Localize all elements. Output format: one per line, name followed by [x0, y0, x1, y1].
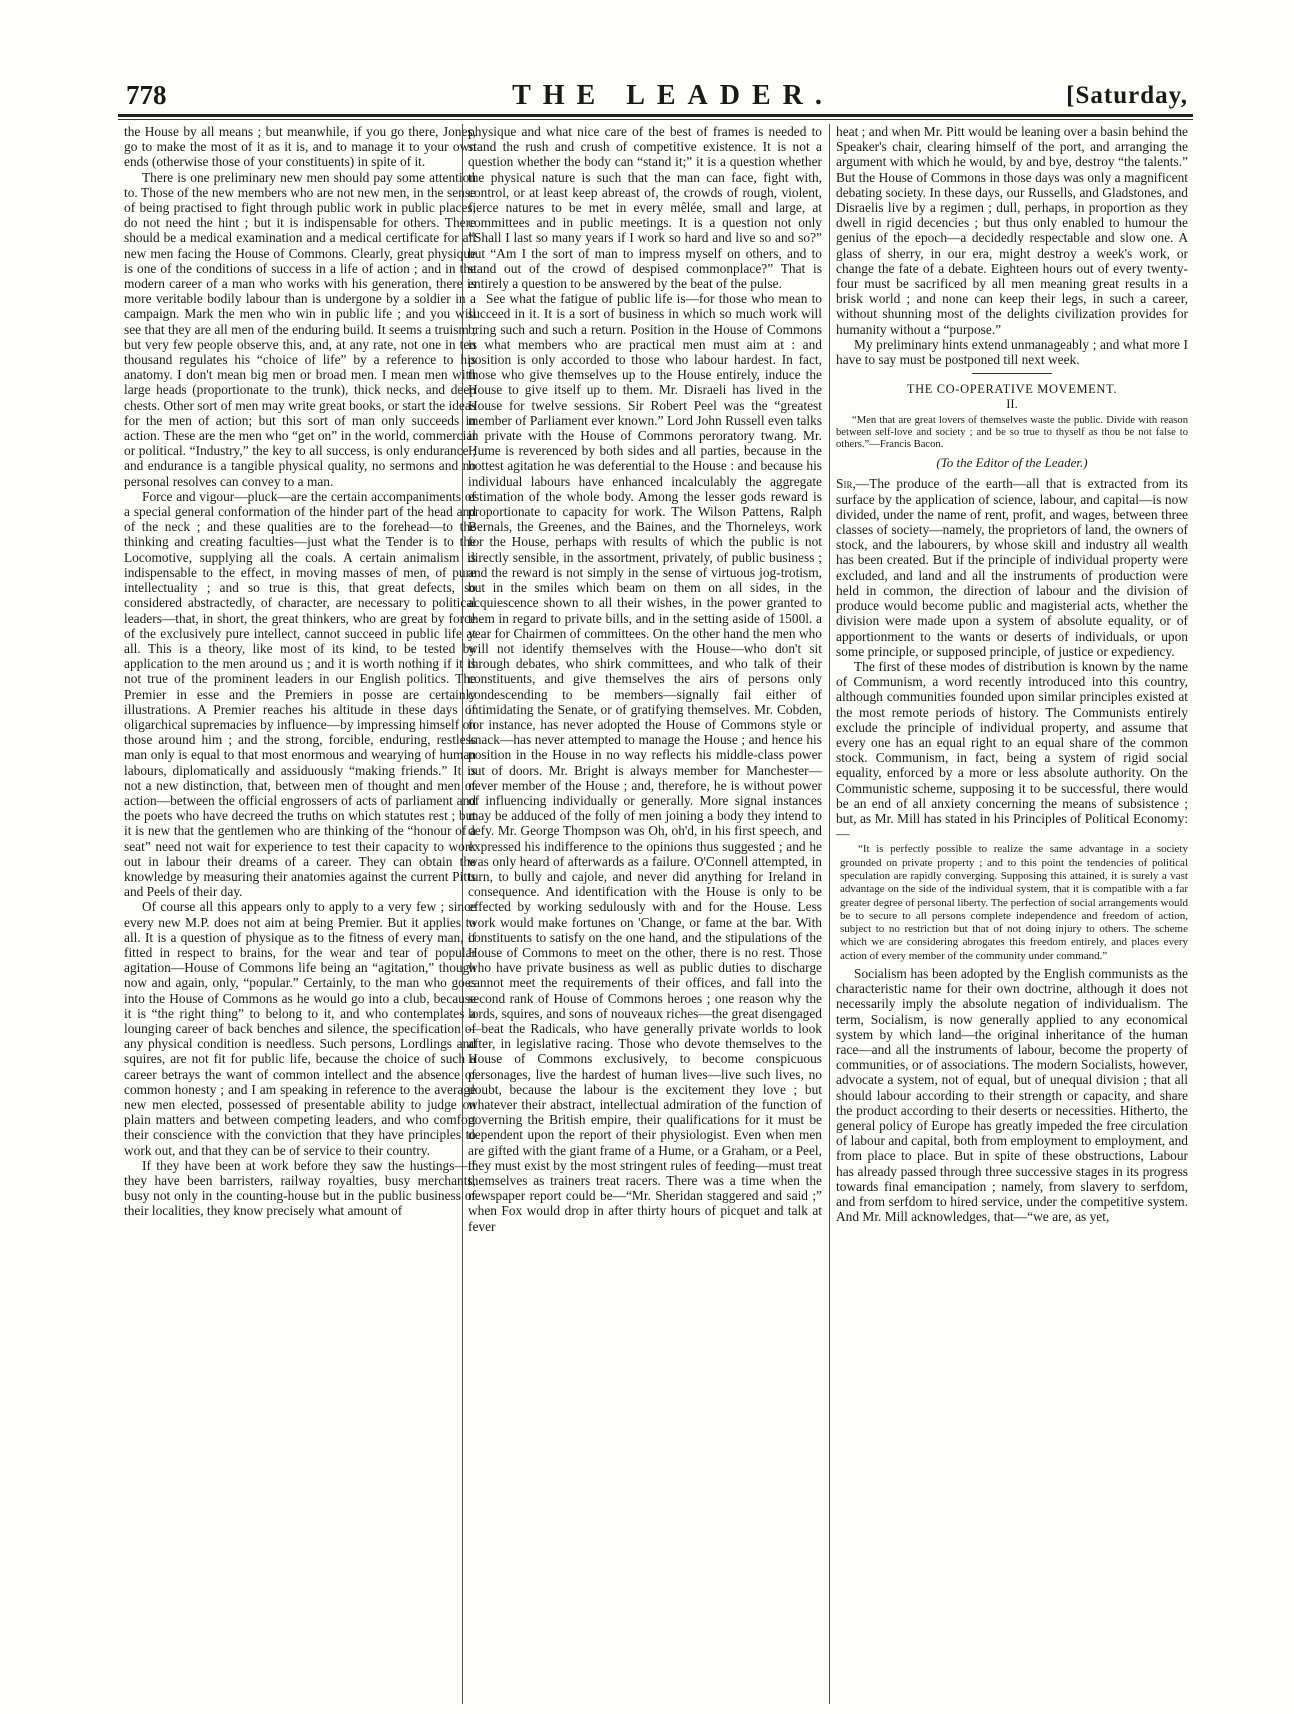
- paragraph: Of course all this appears only to apply to a very few ; since every new M.P. does not aim at being Premier. But it applies to all. It is a question of physique as to the fitness of every man, if fitted in respect to brains, for the wear and tear of popular agitation—House of Commons life being an “agitation,” though now and again, only, “popular.” Certainly, to the man who goes into the House of Commons as he would go into a club, because it is “the right thing” to belong to it, and who contemplates a lounging career of back benches and silence, the specification of any physical condition is needless. Such persons, Lordlings and squires, are not fit for public life, because the choice of such a career betrays the want of common intellect and the absence of common honesty ; and I am speaking in reference to the average new men elected, possessed of presentable ability to judge on plain matters and between competing leaders, and who comfort their conscience with the conviction that they have principles to work out, and that they can be of service to their country.: [124, 899, 476, 1158]
- issue-day: [Saturday,: [1066, 82, 1188, 109]
- letter-paragraph: [836, 476, 1188, 658]
- header-rule-thin: [118, 119, 1193, 120]
- paragraph: If they have been at work before they saw the hustings—if they have been barristers, railway royalties, busy merchants, busy not only in the counting-house but in the public business of their localities, they know precisely what amount of: [124, 1157, 476, 1219]
- section-divider: [972, 373, 1052, 374]
- salutation: Sir,: [836, 476, 856, 492]
- letter-text: —The produce of the earth—all that is extracted from its surface by the application of science, labour, and capital—is now divided, under the name of rent, profit, and wages, between three classes of society—namely, the proprietors of land, the owners of stock, and the labourers, by whose skill and industry all wealth has been created. But if the principle of individual property were excluded, and land and all the instruments of production were held in common, the direction of labour and the division of produce would become public and magisterial acts, whether the division were made upon a system of absolute equality, or of apportionment to the wants or deserts of individuals, or upon some principle, or supposed principle, of justice or expediency.: [836, 476, 1188, 659]
- epigraph: “Men that are great lovers of themselves waste the public. Divide with reason between self-love and society ; and be so true to thyself as thou be not false to others.”—Francis Bacon.: [836, 414, 1188, 451]
- column-middle: [468, 124, 822, 1704]
- column-divider: [829, 124, 830, 1704]
- page-number: 778: [126, 80, 167, 110]
- article-title: THE CO-OPERATIVE MOVEMENT.: [906, 382, 1118, 397]
- paragraph: the House by all means ; but meanwhile, if you go there, Jones, go to make the most of it as it is, and to manage it to your own ends (otherwise those of your constituents) in spite of it.: [124, 124, 476, 170]
- header-rule-thick: [118, 114, 1193, 117]
- paragraph: My preliminary hints extend unmanageably ; and what more I have to say must be postponed till next week.: [836, 336, 1188, 368]
- letter-heading: (To the Editor of the Leader.): [936, 455, 1088, 471]
- paragraph: See what the fatigue of public life is—for those who mean to succeed in it. It is a sort of business in which so much work will bring such and such a return. Position in the House of Commons is what members who are practical men must aim at : and position is only accorded to those who labour hardest. In fact, those who give themselves up to the House entirely, induce the House to give itself up to them. Mr. Disraeli has lived in the House for twelve sessions. Sir Robert Peel was the “greatest member of Parliament ever known.” Lord John Russell even talks in private with the House of Commons peroratory twang. Mr. Hume is reverenced by both sides and all parties, because in the hottest agitation he was deferential to the House : and because his individual labours have enhanced incalculably the aggregate estimation of the whole body. Among the lesser gods reward is proportionate to capacity for work. The Wilson Pattens, Ralph Bernals, the Greenes, and the Baines, and the Thorneleys, work for the House, perhaps with results of which the public is not directly sensible, in the assortment, privately, of public business ; and the reward is not simply in the sense of virtuous jog-trotism, but in the smiles which beam on them on all sides, in the acquiescence shown to all their wishes, in the power granted to them in regard to private bills, and in the setting aside of 1500l. a year for Chairmen of committees. On the other hand the men who will not identify themselves with the House—who don't sit through debates, who shirk committees, and who talk of their constituents, and give themselves the airs of persons only condescending to be members—signally fail either of intimidating the Senate, or of gratifying themselves. Mr. Cobden, for instance, has never adopted the House of Commons style or knack—has never attempted to manage the House ; and hence his position in the House in no way reflects his middle-class power out of doors. Mr. Bright is always member for Manchester—never member of the House ; and, therefore, he is without power of influencing individually or generally. More signal instances may be adduced of the folly of men joining a body they intend to defy. Mr. George Thompson was Oh, oh'd, in his first speech, and expressed his indifference to the opinions thus suggested ; and he was only heard of afterwards as a failure. O'Connell attempted, in turn, to bully and cajole, and never did anything for Ireland in consequence. And identification with the House is only to be effected by working sedulously with and for the House. Less work would make fortunes on 'Change, or fame at the bar. With constituents to satisfy on the one hand, and the stipulations of the House of Commons to meet on the other, there is no rest. Those who have private business as well as public duties to discharge cannot meet the requirements of their offices, and fall into the second rank of House of Commons heroes ; one reason why the lords, squires, and sons of nouveaux riches—the great disengaged—beat the Radicals, who have generally private worlds to look after, in legislative racing. Those who devote themselves to the House of Commons exclusively, to become conspicuous personages, live the hardest of human lives—live such lives, no doubt, because the labour is the excitement they love ; but whatever their abstract, intellectual admiration of the function of governing the British empire, their qualifications for it must be dependent upon the report of their physiologist. Even when men are gifted with the giant frame of a Hume, or a Graham, or a Peel, they must exist by the most stringent rules of feeding—must treat themselves as trainers treat racers. There was a time when the newspaper report could be—“Mr. Sheridan staggered and said ;” when Fox would drop in after thirty hours of picquet and talk at fever: [468, 291, 822, 1234]
- paragraph: heat ; and when Mr. Pitt would be leaning over a basin behind the Speaker's chair, clearing himself of the port, and arranging the argument with which he would, by and bye, destroy “the talents.” But the House of Commons in those days was only a magnificent debating society. In these days, our Russells, and Gladstones, and Disraelis live by a regimen ; dull, perhaps, in proportion as they dwell in rigid decencies ; but thus only enabled to humour the genius of the epoch—a decidedly respectable and slow one. A glass of sherry, in our era, might destroy a week's work, or change the fate of a debate. Eighteen hours out of every twenty-four must be sacrificed by all men meaning great results in a brisk world ; and none can keep their legs, in such a career, without shunning most of the delights civilization provides for humanity without a “purpose.”: [836, 124, 1188, 337]
- column-left: [124, 124, 476, 1704]
- paragraph: Socialism has been adopted by the English communists as the characteristic name for their own doctrine, although it does not necessarily imply the absolute negation of individualism. The term, Socialism, is now generally applied to any economical system by which land—the original inheritance of the human race—and all the instruments of labour, become the property of communities, or of associations. The modern Socialists, however, advocate a system, not of equal, but of unequal division ; that all should labour according to their strength or capacity, and share the product according to their deserts or necessities. Hitherto, the general policy of Europe has greatly impeded the free circulation of labour and capital, both from employment to employment, and from place to place. But in spite of these obstructions, Labour has already passed through three successive stages in its progress towards final emancipation ; namely, from slavery to serfdom, and from serfdom to hired service, under the competitive system. And Mr. Mill acknowledges, that—“we are, as yet,: [836, 966, 1188, 1225]
- paragraph: physique and what nice care of the best of frames is needed to stand the rush and crush of competitive existence. It is not a question whether the body can “stand it;” it is a question whether the physical nature is such that the man can face, fight with, control, or at least keep abreast of, the crowds of rough, violent, fierce natures to be met in every mêlée, small and large, at committees and in public meetings. It is a question not only “Shall I last so many years if I work so hard and live so and so?” but “Am I the sort of man to impress myself on others, and to stand out of the crowd of despised commonplace?” That is entirely a question to be answered by the beat of the pulse.: [468, 124, 822, 292]
- article-number: II.: [1006, 397, 1018, 412]
- column-right: [836, 124, 1188, 1704]
- masthead: [118, 80, 1188, 110]
- paragraph: The first of these modes of distribution is known by the name of Communism, a word recently introduced into this country, although communities founded upon similar principles existed at the most remote periods of history. The Communists entirely exclude the principle of individual property, and assume that every one has an equal right to an equal share of the common stock. Communism, in fact, being a system of rigid social equality, enforced by a more or less absolute authority. On the Communistic scheme, supposing it to be successful, there would be an end of all anxiety concerning the means of subsistence ; but, as Mr. Mill has stated in his Principles of Political Economy:—: [836, 658, 1188, 842]
- newspaper-title: THE LEADER.: [512, 80, 834, 111]
- paragraph: Force and vigour—pluck—are the certain accompaniments of a special general conformation of the hinder part of the head and of the neck ; and these qualities are to the forehead—to the thinking and creating faculties—just what the Tender is to the Locomotive, supplying all the coals. A certain animalism is indispensable to the effect, in moving masses of men, of pure intellectuality ; and so true is this, that great defects, so considered abstractedly, of character, are necessary to political leaders—that, in short, the great thinkers, who are great by force of the exclusively pure intellect, cannot succeed in public life at all. This is a theory, like most of its kind, to be tested by application to the men around us ; and it is worth nothing if it is not true of the prominent leaders in our English politics. The Premier in esse and the Premiers in posse are certainly illustrations. A Premier reaches his altitude in these days of oligarchical supremacies by influence—by impressing himself on those around him ; and the strong, forcible, enduring, restless man only is equal to that most enormous and wearying of human labours, diplomatically and assiduously “making friends.” It is not a new distinction, that, between men of thought and men of action—between the official engrossers of acts of parliament and the poets who have decreed the truths on which statutes rest ; but it is new that the gentlemen who are thinking of the “honour of a seat” need not wait for experience to test their capacity to work out in labour their dreams of a career. They can obtain the knowledge by measuring their anatomies against the current Pitts and Peels of their day.: [124, 488, 476, 900]
- paragraph: There is one preliminary new men should pay some attention to. Those of the new members who are not new men, in the sense of being practised to fight through public work in public places, do not need the hint ; but it is indispensable for others. There should be a medical examination and a medical certificate for all new men facing the House of Commons. Clearly, great physique is one of the conditions of success in a life of action ; and in the modern career of a man who works with his generation, there is more veritable bodily labour than is undergone by a soldier in a campaign. Mark the men who win in public life ; and you will see that they are all men of the enduring build. It seems a truism ; but very few people observe this, and, at any rate, not one in ten thousand regulates his “choice of life” by a reference to his anatomy. I don't mean big men or broad men. I mean men with large heads (proportionate to the trunk), thick necks, and deep chests. Other sort of men may write great books, or start the ideas for the men of action; but this sort of man only succeeds in action. These are the men who “get on” in the world, commercial or political. “Industry,” the key to all success, is only endurance ; and endurance is a tangible physical quality, no sermons and no personal resolves can convey to a man.: [124, 169, 476, 489]
- block-quote: “It is perfectly possible to realize the same advantage in a society grounded on private property ; and to this point the tendencies of political speculation are rapidly converging. Supposing this attained, it is surely a vast advantage on the side of the individual system, that it is compatible with a far greater degree of personal liberty. The perfection of social arrangements would be to secure to all persons complete independence and freedom of action, subject to no restriction but that of not doing injury to others. The scheme which we are considering abrogates this freedom entirely, and places every action of every member of the community under command.”: [840, 843, 1188, 962]
